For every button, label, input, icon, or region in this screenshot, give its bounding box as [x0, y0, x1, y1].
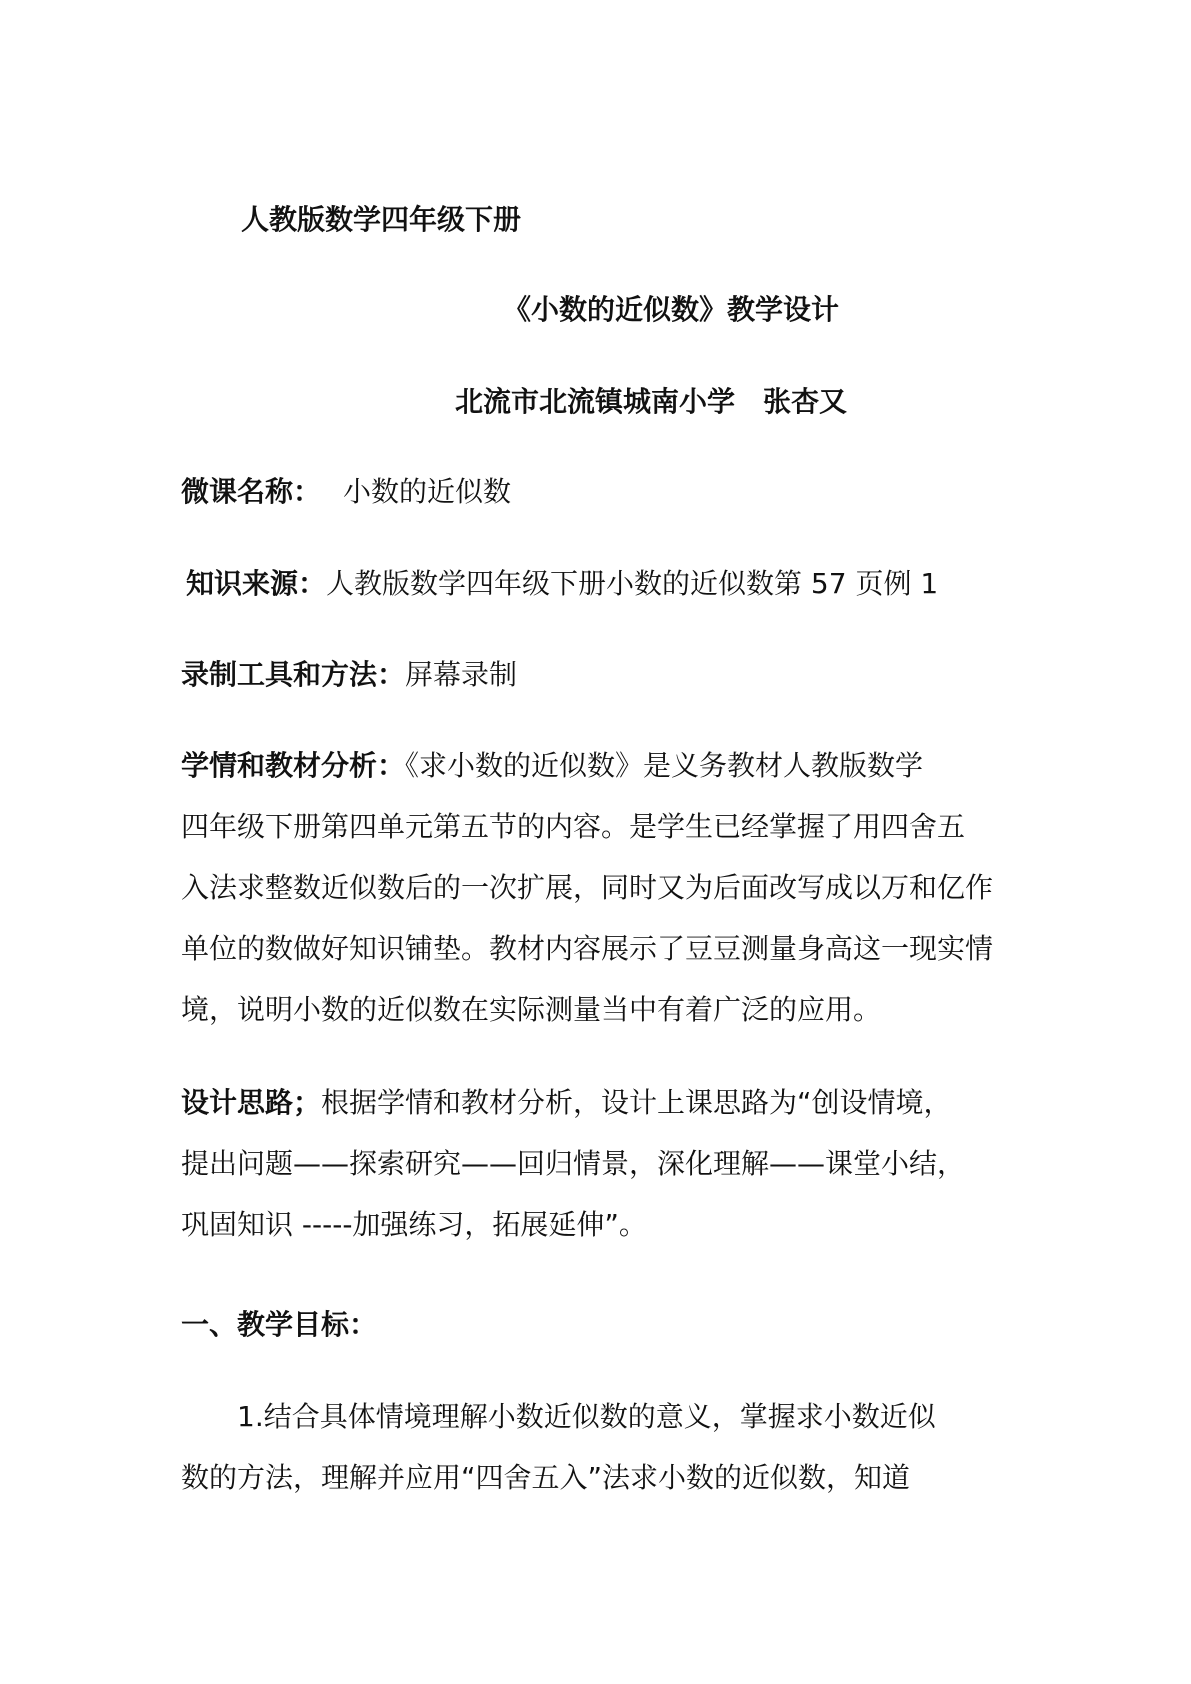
recording-tool-value: 屏幕录制	[405, 658, 518, 691]
objective-item-1	[181, 1386, 1021, 1508]
design-label: 设计思路；	[181, 1086, 322, 1119]
analysis-line: 四年级下册第四单元第五节的内容。是学生已经掌握了用四舍五	[181, 810, 966, 843]
objective-line: 1.结合具体情境理解小数近似数的意义，掌握求小数近似	[237, 1400, 936, 1433]
analysis-line: 单位的数做好知识铺垫。教材内容展示了豆豆测量身高这一现实情	[181, 932, 994, 965]
analysis-label: 学情和教材分析：	[181, 749, 406, 782]
design-line: 根据学情和教材分析，设计上课思路为“创设情境，	[321, 1086, 952, 1119]
course-name-value: 小数的近似数	[343, 475, 512, 508]
objective-line: 数的方法，理解并应用“四舍五入”法求小数的近似数，知道	[181, 1461, 911, 1494]
analysis-line: 入法求整数近似数后的一次扩展，同时又为后面改写成以万和亿作	[181, 871, 994, 904]
objectives-heading: 一、教学目标：	[181, 1308, 378, 1341]
analysis-paragraph	[181, 735, 1021, 1040]
design-line: 巩固知识 -----加强练习，拓展延伸”。	[181, 1208, 647, 1241]
recording-tool-row	[181, 657, 517, 693]
analysis-line: 境，说明小数的近似数在实际测量当中有着广泛的应用。	[181, 993, 882, 1026]
knowledge-source-label: 知识来源：	[186, 567, 327, 600]
knowledge-source-row	[186, 566, 938, 602]
design-paragraph	[181, 1072, 1021, 1255]
course-name-row	[181, 474, 511, 510]
analysis-line: 《求小数的近似数》是义务教材人教版数学	[405, 749, 924, 782]
series-title: 人教版数学四年级下册	[241, 203, 522, 236]
design-line: 提出问题——探索研究——回归情景，深化理解——课堂小结，	[181, 1147, 966, 1180]
course-name-label: 微课名称：	[181, 475, 322, 508]
knowledge-source-value: 人教版数学四年级下册小数的近似数第 57 页例 1	[326, 567, 939, 600]
page-title: 《小数的近似数》教学设计	[503, 293, 840, 326]
recording-tool-label: 录制工具和方法：	[181, 658, 406, 691]
author-line: 北流市北流镇城南小学 张杏又	[455, 385, 848, 418]
